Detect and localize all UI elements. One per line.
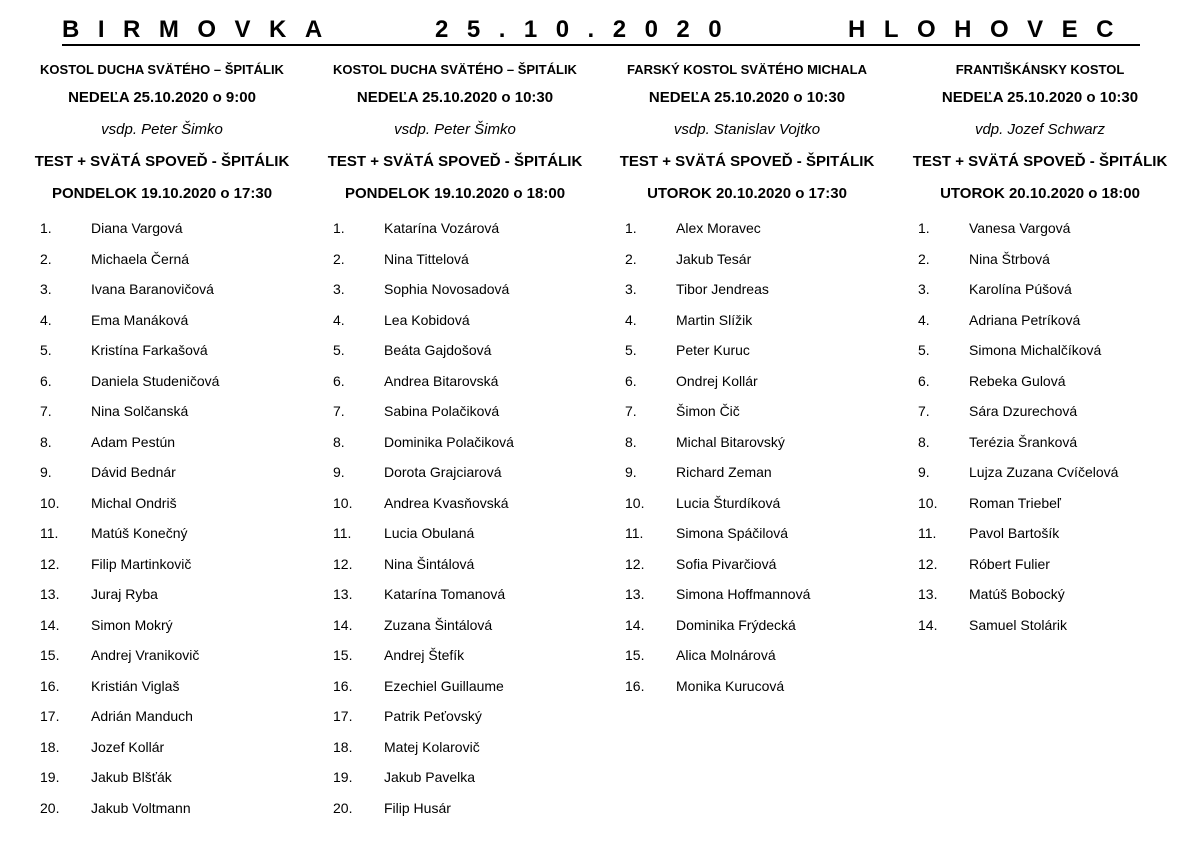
- item-number: 20.: [333, 799, 353, 816]
- list-item: [16, 488, 308, 519]
- candidate-name: Zuzana Šintálová: [384, 616, 493, 633]
- candidate-name: Sára Dzurechová: [969, 403, 1078, 419]
- test-heading: TEST + SVÄTÁ SPOVEĎ - ŠPITÁLIK: [34, 153, 290, 170]
- candidate-name: Róbert Fulier: [969, 555, 1050, 572]
- priest-name: vsdp. Peter Šimko: [101, 121, 223, 138]
- church-name: KOSTOL DUCHA SVÄTÉHO – ŠPITÁLIK: [333, 62, 577, 77]
- list-item: [601, 396, 893, 427]
- list-item: [309, 640, 601, 671]
- list-item: [16, 518, 308, 549]
- list-item: [601, 549, 893, 580]
- candidate-name: Dorota Grajciarová: [384, 464, 502, 480]
- item-number: 19.: [333, 769, 353, 785]
- candidate-name: Martin Slížik: [676, 311, 753, 328]
- list-item: [894, 396, 1186, 427]
- item-number: 5.: [625, 342, 637, 358]
- item-number: 14.: [333, 616, 353, 633]
- list-item: [16, 335, 308, 366]
- candidate-name: Lucia Šturdíková: [676, 494, 781, 511]
- candidate-list: [309, 213, 601, 823]
- schedule-column-1: [16, 58, 308, 816]
- item-number: 17.: [40, 708, 60, 724]
- item-number: 16.: [40, 677, 60, 694]
- item-number: 12.: [918, 555, 938, 572]
- schedule-column-2: [309, 58, 601, 816]
- list-item: [309, 518, 601, 549]
- candidate-name: Ondrej Kollár: [676, 372, 758, 389]
- candidate-name: Beáta Gajdošová: [384, 342, 492, 358]
- item-number: 12.: [625, 555, 645, 572]
- candidate-name: Patrik Peťovský: [384, 708, 482, 724]
- title-event: BIRMOVKA: [62, 16, 341, 43]
- candidate-name: Tibor Jendreas: [676, 281, 769, 297]
- list-item: [16, 213, 308, 244]
- candidate-name: Sophia Novosadová: [384, 281, 510, 297]
- list-item: [16, 396, 308, 427]
- candidate-name: Karolína Púšová: [969, 281, 1072, 297]
- candidate-name: Vanesa Vargová: [969, 220, 1071, 236]
- item-number: 5.: [918, 342, 930, 358]
- list-item: [16, 793, 308, 824]
- list-item: [894, 610, 1186, 641]
- list-item: [309, 732, 601, 763]
- item-number: 11.: [625, 525, 644, 541]
- item-number: 1.: [40, 220, 52, 236]
- candidate-name: Sofia Pivarčiová: [676, 555, 777, 572]
- candidate-name: Juraj Ryba: [91, 586, 158, 602]
- item-number: 9.: [625, 464, 637, 480]
- item-number: 17.: [333, 708, 353, 724]
- schedule-column-4: [894, 58, 1186, 633]
- list-item: [309, 793, 601, 824]
- candidate-name: Katarína Vozárová: [384, 220, 500, 236]
- list-item: [309, 305, 601, 336]
- candidate-name: Jakub Blšťák: [91, 769, 172, 785]
- item-number: 7.: [40, 403, 52, 419]
- candidate-name: Simona Hoffmannová: [676, 586, 811, 602]
- test-time: PONDELOK 19.10.2020 o 18:00: [344, 185, 566, 202]
- list-item: [16, 427, 308, 458]
- test-heading: TEST + SVÄTÁ SPOVEĎ - ŠPITÁLIK: [912, 153, 1168, 170]
- candidate-name: Kristián Viglaš: [91, 677, 180, 694]
- list-item: [601, 427, 893, 458]
- list-item: [894, 213, 1186, 244]
- candidate-name: Matúš Konečný: [91, 525, 188, 541]
- candidate-name: Lucia Obulaná: [384, 525, 475, 541]
- candidate-name: Adriana Petríková: [969, 311, 1081, 328]
- title-date: 25.10.2020: [435, 16, 741, 43]
- item-number: 19.: [40, 769, 60, 785]
- item-number: 20.: [40, 799, 60, 816]
- document-title: [62, 14, 1140, 46]
- item-number: 10.: [40, 494, 60, 511]
- item-number: 14.: [918, 616, 938, 633]
- candidate-name: Filip Husár: [384, 799, 451, 816]
- list-item: [16, 671, 308, 702]
- list-item: [601, 457, 893, 488]
- candidate-name: Monika Kurucová: [676, 677, 785, 694]
- item-number: 11.: [40, 525, 59, 541]
- list-item: [16, 305, 308, 336]
- list-item: [16, 579, 308, 610]
- priest-name: vsdp. Peter Šimko: [394, 121, 516, 138]
- list-item: [309, 457, 601, 488]
- item-number: 13.: [625, 586, 645, 602]
- priest-name: vdp. Jozef Schwarz: [974, 121, 1106, 138]
- list-item: [309, 701, 601, 732]
- list-item: [601, 610, 893, 641]
- church-name: FRANTIŠKÁNSKY KOSTOL: [955, 62, 1125, 77]
- item-number: 13.: [40, 586, 60, 602]
- item-number: 12.: [333, 555, 353, 572]
- church-name: KOSTOL DUCHA SVÄTÉHO – ŠPITÁLIK: [40, 62, 284, 77]
- item-number: 15.: [333, 647, 353, 663]
- candidate-name: Matúš Bobocký: [969, 586, 1065, 602]
- item-number: 6.: [918, 372, 930, 389]
- candidate-name: Dominika Polačiková: [384, 433, 514, 450]
- candidate-name: Alica Molnárová: [676, 647, 776, 663]
- list-item: [16, 457, 308, 488]
- list-item: [309, 488, 601, 519]
- list-item: [601, 518, 893, 549]
- list-item: [16, 366, 308, 397]
- candidate-name: Andrej Štefík: [384, 647, 465, 663]
- candidate-name: Andrej Vranikovič: [91, 647, 200, 663]
- list-item: [601, 640, 893, 671]
- candidate-name: Ezechiel Guillaume: [384, 677, 504, 694]
- candidate-name: Jakub Tesár: [676, 250, 752, 267]
- item-number: 6.: [625, 372, 637, 389]
- item-number: 7.: [333, 403, 345, 419]
- item-number: 4.: [333, 311, 345, 328]
- item-number: 18.: [40, 738, 60, 755]
- candidate-name: Nina Solčanská: [91, 403, 189, 419]
- item-number: 11.: [918, 525, 937, 541]
- list-item: [16, 549, 308, 580]
- item-number: 3.: [918, 281, 930, 297]
- item-number: 2.: [333, 250, 345, 267]
- candidate-name: Adam Pestún: [91, 433, 176, 450]
- list-item: [894, 427, 1186, 458]
- list-item: [894, 366, 1186, 397]
- candidate-name: Michal Bitarovský: [676, 433, 785, 450]
- item-number: 9.: [333, 464, 345, 480]
- candidate-name: Andrea Bitarovská: [384, 372, 499, 389]
- test-time: UTOROK 20.10.2020 o 17:30: [647, 185, 847, 202]
- item-number: 12.: [40, 555, 60, 572]
- candidate-list: [894, 213, 1186, 640]
- list-item: [601, 274, 893, 305]
- item-number: 2.: [40, 250, 52, 267]
- item-number: 13.: [333, 586, 353, 602]
- list-item: [309, 671, 601, 702]
- list-item: [601, 488, 893, 519]
- candidate-name: Simon Mokrý: [91, 616, 173, 633]
- candidate-name: Pavol Bartošík: [969, 525, 1060, 541]
- list-item: [601, 244, 893, 275]
- list-item: [16, 244, 308, 275]
- candidate-name: Andrea Kvasňovská: [384, 494, 509, 511]
- candidate-name: Diana Vargová: [91, 220, 183, 236]
- ceremony-date: NEDEĽA 25.10.2020 o 10:30: [941, 89, 1139, 106]
- list-item: [309, 213, 601, 244]
- test-heading: TEST + SVÄTÁ SPOVEĎ - ŠPITÁLIK: [619, 153, 875, 170]
- candidate-name: Michaela Černá: [91, 250, 190, 267]
- candidate-name: Ema Manáková: [91, 311, 189, 328]
- item-number: 8.: [625, 433, 637, 450]
- list-item: [309, 335, 601, 366]
- title-town: HLOHOVEC: [848, 16, 1133, 43]
- item-number: 7.: [625, 403, 637, 419]
- item-number: 6.: [333, 372, 345, 389]
- list-item: [16, 701, 308, 732]
- list-item: [309, 244, 601, 275]
- list-item: [894, 457, 1186, 488]
- list-item: [601, 366, 893, 397]
- item-number: 8.: [333, 433, 345, 450]
- item-number: 3.: [333, 281, 345, 297]
- candidate-name: Ivana Baranovičová: [91, 281, 214, 297]
- item-number: 14.: [625, 616, 645, 633]
- list-item: [601, 213, 893, 244]
- item-number: 16.: [625, 677, 645, 694]
- candidate-name: Simona Spáčilová: [676, 525, 789, 541]
- candidate-name: Filip Martinkovič: [91, 555, 192, 572]
- list-item: [309, 366, 601, 397]
- item-number: 4.: [625, 311, 637, 328]
- item-number: 2.: [625, 250, 637, 267]
- candidate-name: Alex Moravec: [676, 220, 761, 236]
- item-number: 8.: [40, 433, 52, 450]
- candidate-name: Rebeka Gulová: [969, 372, 1066, 389]
- list-item: [16, 732, 308, 763]
- list-item: [601, 335, 893, 366]
- item-number: 4.: [918, 311, 930, 328]
- item-number: 1.: [333, 220, 345, 236]
- list-item: [16, 610, 308, 641]
- item-number: 10.: [333, 494, 353, 511]
- candidate-name: Richard Zeman: [676, 464, 772, 480]
- candidate-list: [601, 213, 893, 701]
- item-number: 3.: [625, 281, 637, 297]
- church-name: FARSKÝ KOSTOL SVÄTÉHO MICHALA: [626, 62, 868, 77]
- test-time: UTOROK 20.10.2020 o 18:00: [940, 185, 1140, 202]
- candidate-name: Jakub Pavelka: [384, 769, 476, 785]
- candidate-name: Šimon Čič: [676, 403, 740, 419]
- priest-name: vsdp. Stanislav Vojtko: [673, 121, 821, 138]
- candidate-name: Simona Michalčíková: [969, 342, 1102, 358]
- list-item: [894, 244, 1186, 275]
- item-number: 9.: [40, 464, 52, 480]
- candidate-name: Terézia Šranková: [969, 433, 1078, 450]
- candidate-list: [16, 213, 308, 823]
- list-item: [309, 610, 601, 641]
- schedule-column-3: [601, 58, 893, 694]
- item-number: 13.: [918, 586, 938, 602]
- list-item: [894, 518, 1186, 549]
- item-number: 4.: [40, 311, 52, 328]
- item-number: 1.: [918, 220, 930, 236]
- ceremony-date: NEDEĽA 25.10.2020 o 10:30: [356, 89, 554, 106]
- list-item: [894, 549, 1186, 580]
- list-item: [601, 671, 893, 702]
- item-number: 10.: [625, 494, 645, 511]
- candidate-name: Sabina Polačiková: [384, 403, 500, 419]
- list-item: [894, 274, 1186, 305]
- item-number: 15.: [40, 647, 60, 663]
- list-item: [894, 488, 1186, 519]
- list-item: [16, 762, 308, 793]
- ceremony-date: NEDEĽA 25.10.2020 o 9:00: [68, 89, 256, 106]
- list-item: [16, 640, 308, 671]
- item-number: 8.: [918, 433, 930, 450]
- item-number: 9.: [918, 464, 930, 480]
- candidate-name: Michal Ondriš: [91, 494, 177, 511]
- candidate-name: Peter Kuruc: [676, 342, 750, 358]
- test-time: PONDELOK 19.10.2020 o 17:30: [51, 185, 273, 202]
- candidate-name: Dominika Frýdecká: [676, 616, 796, 633]
- list-item: [309, 549, 601, 580]
- candidate-name: Jozef Kollár: [91, 738, 165, 755]
- list-item: [309, 427, 601, 458]
- candidate-name: Matej Kolarovič: [384, 738, 480, 755]
- item-number: 7.: [918, 403, 930, 419]
- item-number: 1.: [625, 220, 637, 236]
- candidate-name: Nina Šintálová: [384, 555, 475, 572]
- item-number: 15.: [625, 647, 645, 663]
- list-item: [894, 579, 1186, 610]
- candidate-name: Nina Štrbová: [969, 250, 1050, 267]
- item-number: 16.: [333, 677, 353, 694]
- item-number: 11.: [333, 525, 352, 541]
- candidate-name: Samuel Stolárik: [969, 616, 1068, 633]
- candidate-name: Kristína Farkašová: [91, 342, 208, 358]
- item-number: 6.: [40, 372, 52, 389]
- list-item: [894, 335, 1186, 366]
- candidate-name: Lea Kobidová: [384, 311, 470, 328]
- list-item: [309, 762, 601, 793]
- list-item: [16, 274, 308, 305]
- item-number: 5.: [40, 342, 52, 358]
- item-number: 3.: [40, 281, 52, 297]
- list-item: [601, 579, 893, 610]
- item-number: 5.: [333, 342, 345, 358]
- candidate-name: Lujza Zuzana Cvíčelová: [969, 464, 1119, 480]
- candidate-name: Jakub Voltmann: [91, 799, 191, 816]
- candidate-name: Daniela Studeničová: [91, 372, 220, 389]
- list-item: [309, 396, 601, 427]
- candidate-name: Adrián Manduch: [91, 708, 193, 724]
- item-number: 18.: [333, 738, 353, 755]
- candidate-name: Roman Triebeľ: [969, 494, 1062, 511]
- test-heading: TEST + SVÄTÁ SPOVEĎ - ŠPITÁLIK: [327, 153, 583, 170]
- ceremony-date: NEDEĽA 25.10.2020 o 10:30: [648, 89, 846, 106]
- item-number: 14.: [40, 616, 60, 633]
- candidate-name: Dávid Bednár: [91, 464, 176, 480]
- list-item: [309, 274, 601, 305]
- item-number: 10.: [918, 494, 938, 511]
- candidate-name: Nina Tittelová: [384, 250, 469, 267]
- list-item: [894, 305, 1186, 336]
- list-item: [601, 305, 893, 336]
- list-item: [309, 579, 601, 610]
- candidate-name: Katarína Tomanová: [384, 586, 506, 602]
- item-number: 2.: [918, 250, 930, 267]
